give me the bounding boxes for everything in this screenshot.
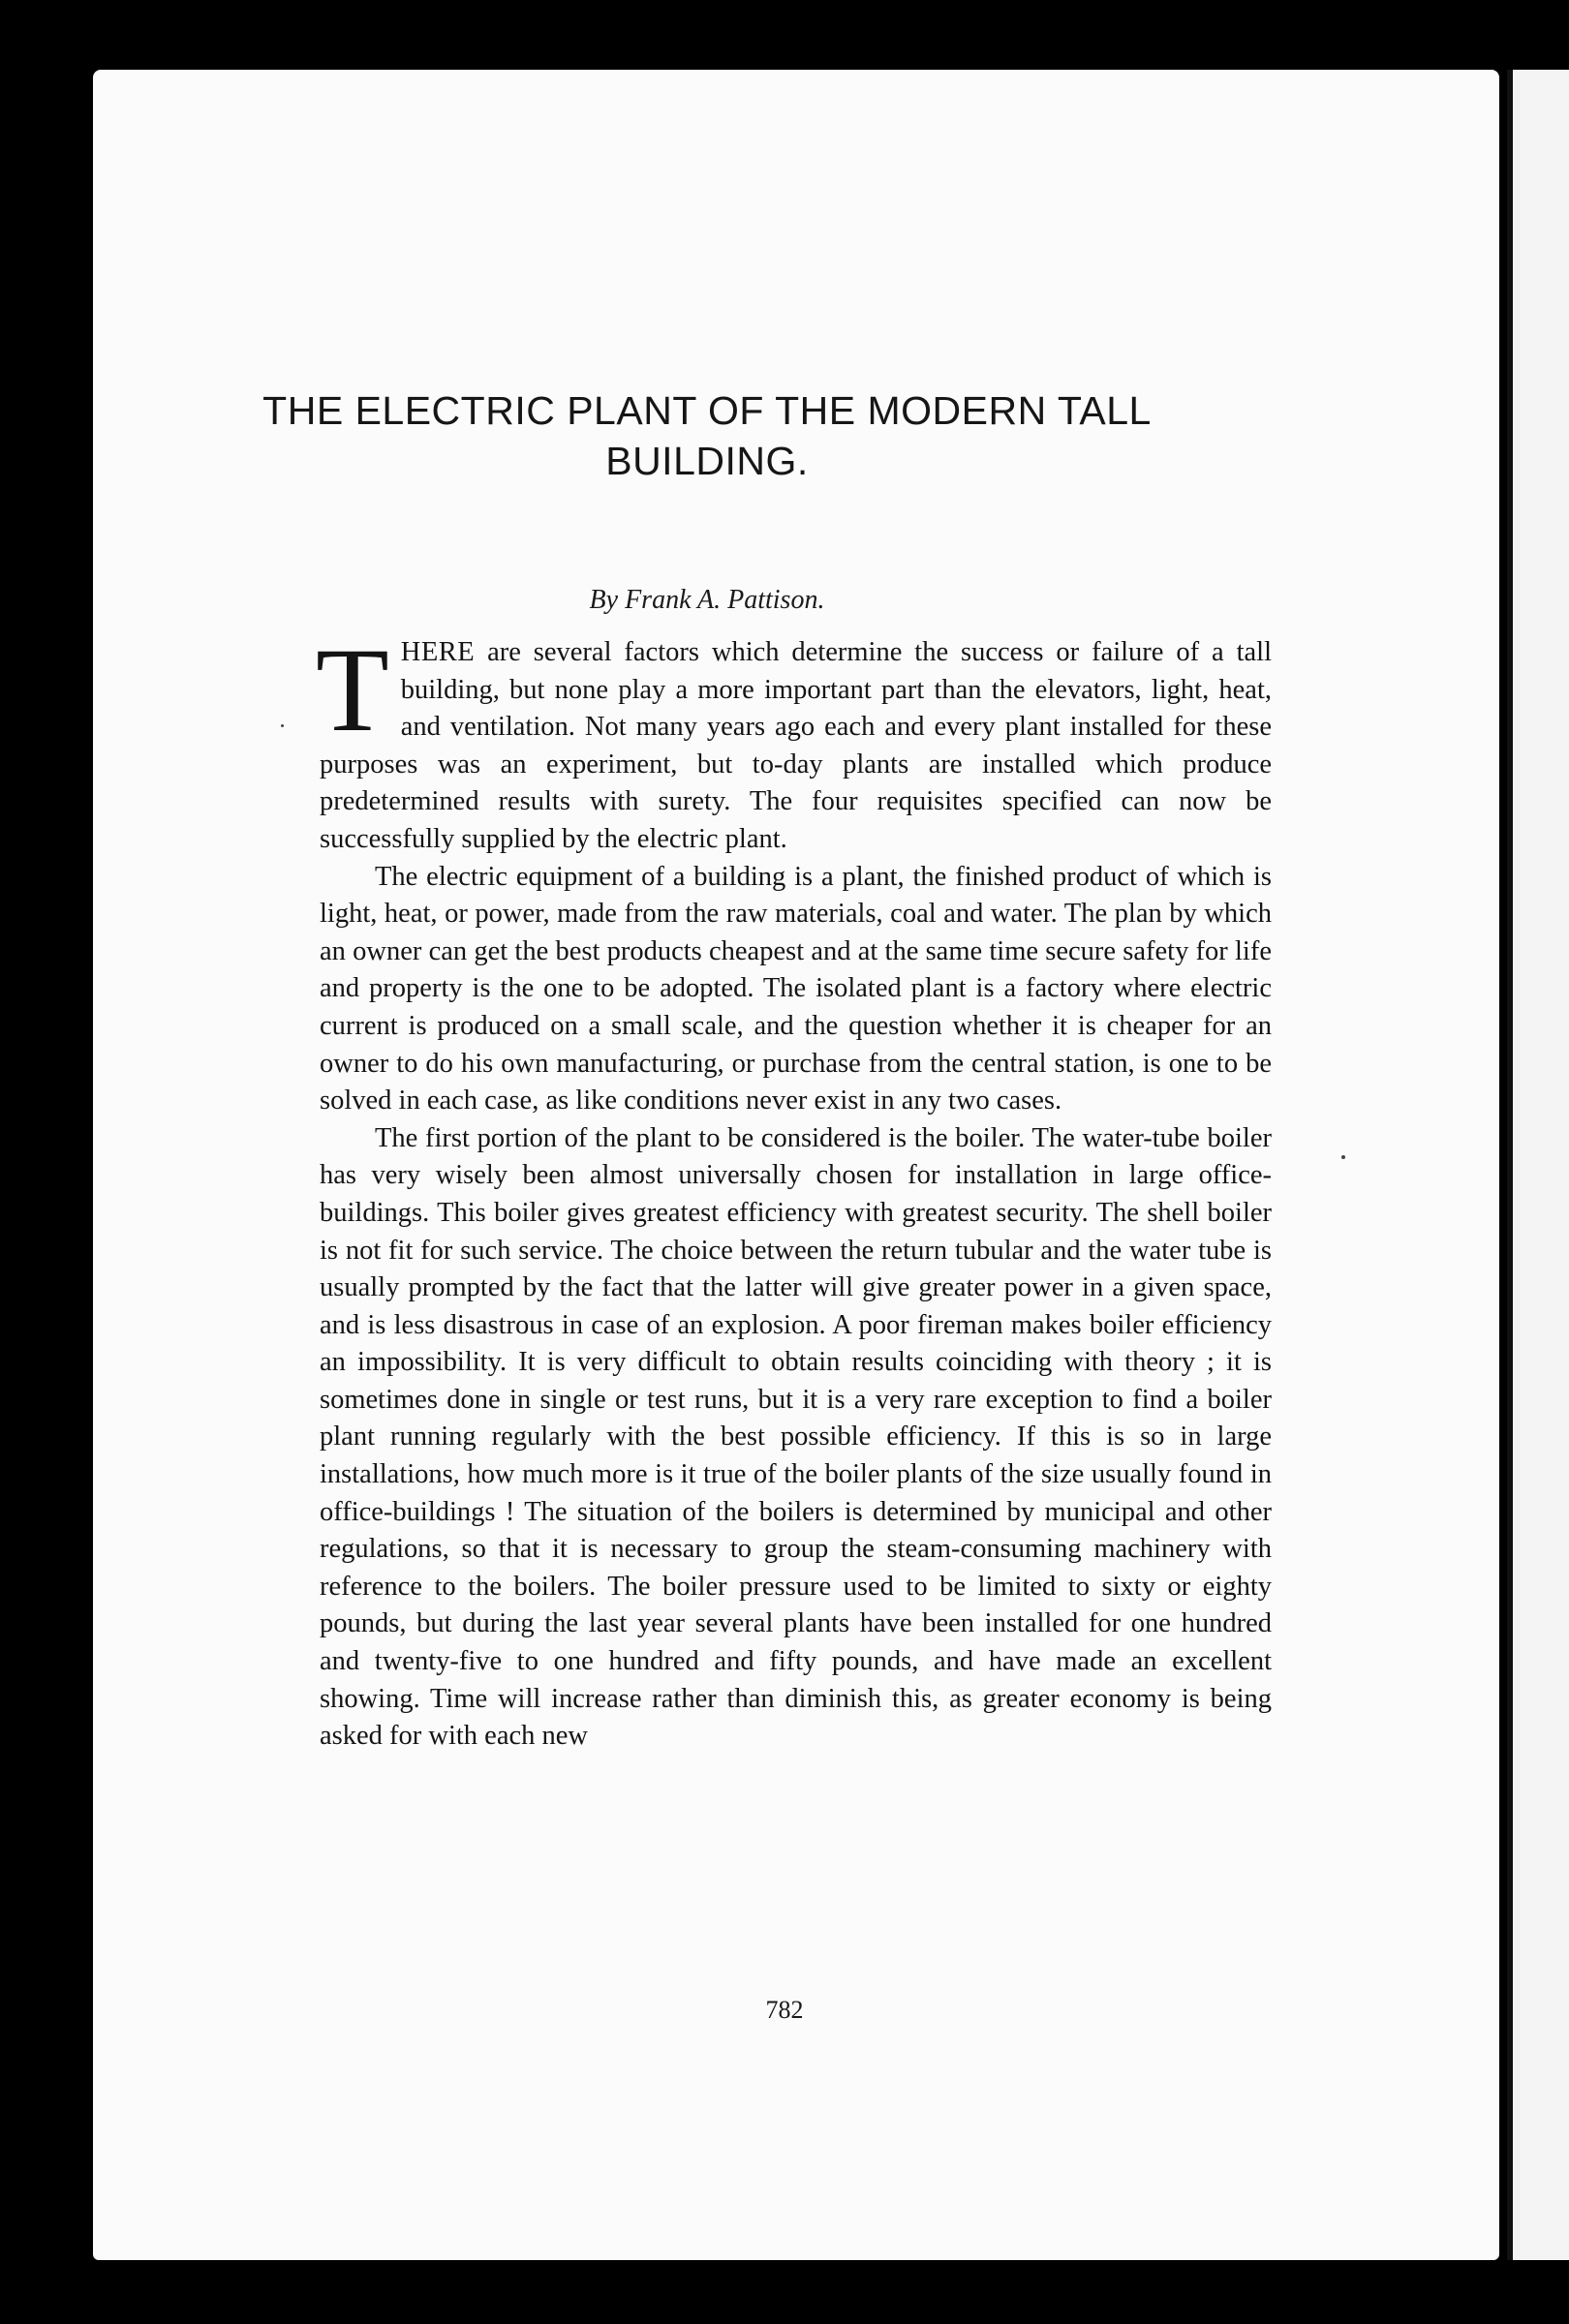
- title-line-2: BUILDING.: [605, 439, 809, 483]
- byline: By Frank A. Pattison.: [589, 585, 825, 615]
- article-title: [223, 385, 1191, 486]
- first-word: HERE: [400, 637, 476, 667]
- scan-speck: [281, 724, 284, 727]
- page-number: 782: [765, 1996, 804, 2024]
- paragraph-3: The first portion of the plant to be considered is the boiler. The water-tube boiler has very wisely been almost universally chosen for installation in large office-buildings. This boiler gives greatest efficiency with greatest security. The shell boiler is not fit for such service. The choice between the return tubular and the water tube is usually prompted by the fact that the latter will give greater power in a given space, and is less disastrous in case of an explosion. A poor fireman makes boiler efficiency an impossibility. It is very difficult to obtain results coinciding with theory ; it is sometimes done in single or test runs, but it is a very rare exception to find a boiler plant running regularly with the best possible efficiency. If this is so in large installations, how much more is it true of the boiler plants of the size usually found in office-buildings ! The situation of the boilers is determined by municipal and other regulations, so that it is necessary to group the steam-consuming machinery with reference to the boilers. The boiler pressure used to be limited to sixty or eighty pounds, but during the last year several plants have been installed for one hundred and twenty-five to one hundred and fifty pounds, and have made an excellent showing. Time will increase rather than diminish this, as greater economy is being asked for with each new: [320, 1122, 1272, 1752]
- paragraph-1: [316, 624, 1272, 859]
- article-body: [316, 624, 1272, 1756]
- drop-cap: T: [316, 624, 389, 756]
- scan-speck: [1341, 1155, 1345, 1159]
- paragraph-2: The electric equipment of a building is a plant, the finished product of which is light, heat, or power, made from the raw materials, coal and water. The plan by which an owner can get the best products cheapest and at the same time secure safety for life and property is the one to be adopted. The isolated plant is a factory where electric current is produced on a small scale, and the question whether it is cheaper for an owner to do his own manufacturing, or purchase from the central station, is one to be solved in each case, as like conditions never exist in any two cases.: [320, 861, 1272, 1116]
- title-line-1: THE ELECTRIC PLANT OF THE MODERN TALL: [262, 388, 1152, 433]
- facing-page-edge: [1507, 70, 1569, 2260]
- paragraph-1-text: are several factors which determine the success or failure of a tall building, but none play a more important part than the elevators, light, heat, and ventilation. Not many years ago each and every plant installed for these purposes was an experiment, but to-day plants are installed which produce predetermined results with surety. The four requisites specified can now be successfully supplied by the electric plant.: [320, 637, 1272, 854]
